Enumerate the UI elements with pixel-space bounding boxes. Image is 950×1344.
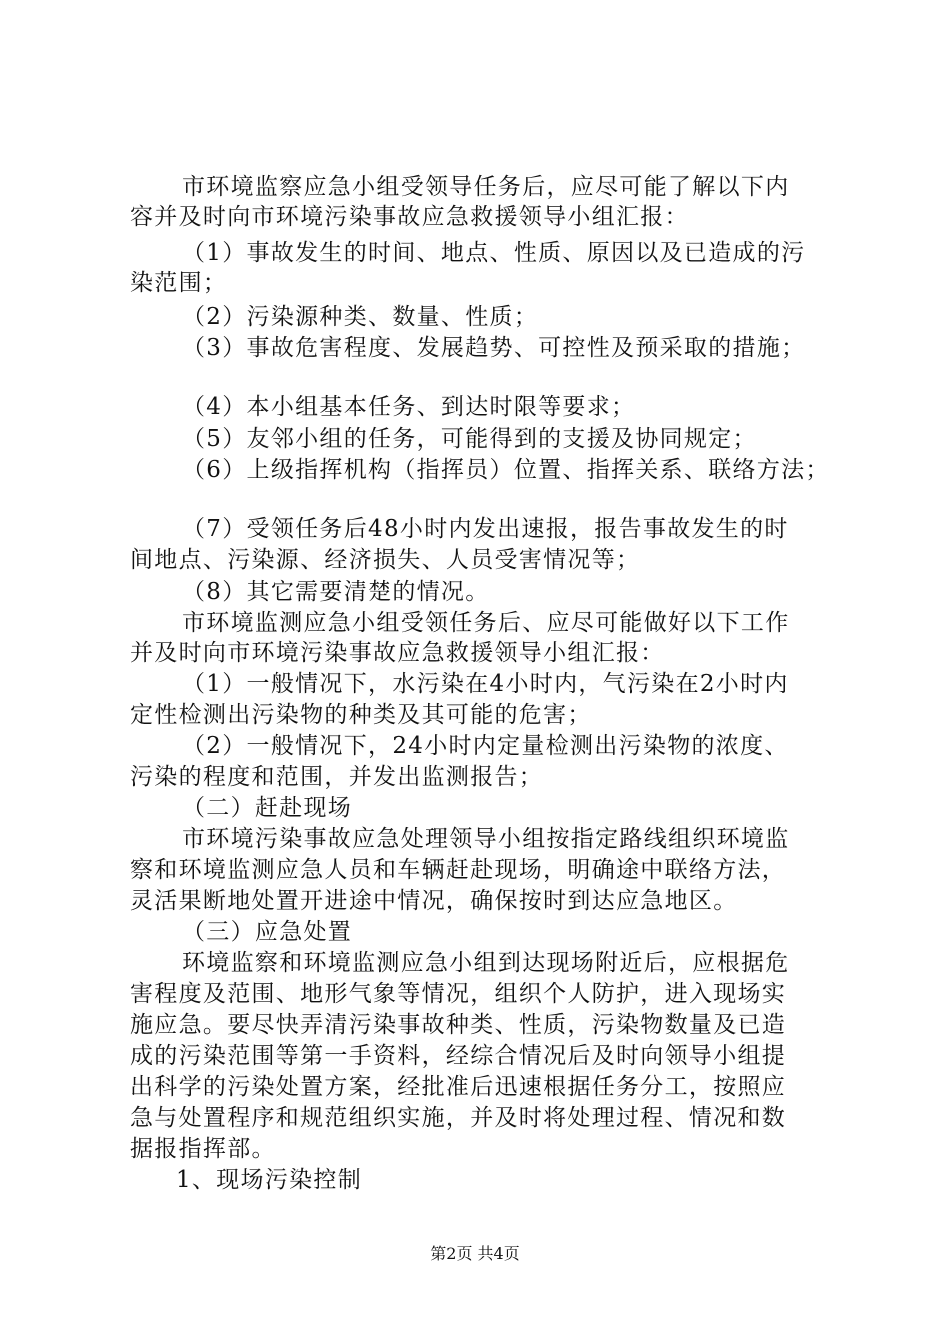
paragraph-line: 灵活果断地处置开进途中情况，确保按时到达应急地区。 <box>130 888 738 914</box>
paragraph-line: 间地点、污染源、经济损失、人员受害情况等； <box>130 547 641 573</box>
section-heading: （三）应急处置 <box>182 919 353 945</box>
subsection-heading: 1、现场污染控制 <box>176 1167 363 1193</box>
paragraph-line: 市环境监测应急小组受领任务后、应尽可能做好以下工作 <box>182 610 790 636</box>
paragraph-line: 害程度及范围、地形气象等情况，组织个人防护，进入现场实 <box>130 981 787 1007</box>
section-heading: （二）赶赴现场 <box>182 795 353 821</box>
paragraph-line: 并及时向市环境污染事故应急救援领导小组汇报： <box>130 640 665 666</box>
paragraph-line: （5）友邻小组的任务，可能得到的支援及协同规定； <box>182 426 757 452</box>
paragraph-line: 容并及时向市环境污染事故应急救援领导小组汇报： <box>130 204 689 230</box>
paragraph-line: 成的污染范围等第一手资料，经综合情况后及时向领导小组提 <box>130 1043 787 1069</box>
paragraph-line: （3）事故危害程度、发展趋势、可控性及预采取的措施； <box>182 335 806 361</box>
paragraph-line: （7）受领任务后48小时内发出速报，报告事故发生的时 <box>182 516 789 542</box>
paragraph-line: （2）一般情况下，24小时内定量检测出污染物的浓度、 <box>182 733 789 759</box>
paragraph-line: 市环境监察应急小组受领导任务后，应尽可能了解以下内 <box>182 174 790 200</box>
paragraph-line: 环境监察和环境监测应急小组到达现场附近后，应根据危 <box>182 950 790 976</box>
paragraph-line: （1）事故发生的时间、地点、性质、原因以及已造成的污 <box>182 240 806 266</box>
paragraph-line: 急与处置程序和规范组织实施，并及时将处理过程、情况和数 <box>130 1105 787 1131</box>
paragraph-line: 污染的程度和范围，并发出监测报告； <box>130 764 544 790</box>
paragraph-line: （6）上级指挥机构（指挥员）位置、指挥关系、联络方法； <box>182 457 830 483</box>
paragraph-line: （1）一般情况下，水污染在4小时内，气污染在2小时内 <box>182 671 789 697</box>
paragraph-line: 染范围； <box>130 270 228 296</box>
paragraph-line: 定性检测出污染物的种类及其可能的危害； <box>130 702 592 728</box>
paragraph-line: （8）其它需要清楚的情况。 <box>182 579 490 605</box>
paragraph-line: 施应急。要尽快弄清污染事故种类、性质，污染物数量及已造 <box>130 1012 787 1038</box>
paragraph-line: 出科学的污染处置方案，经批准后迅速根据任务分工，按照应 <box>130 1074 787 1100</box>
paragraph-line: 市环境污染事故应急处理领导小组按指定路线组织环境监 <box>182 826 790 852</box>
paragraph-line: （2）污染源种类、数量、性质； <box>182 304 539 330</box>
page-number-footer: 第2页 共4页 <box>430 1244 520 1263</box>
paragraph-line: 据报指挥部。 <box>130 1136 276 1162</box>
paragraph-line: （4）本小组基本任务、到达时限等要求； <box>182 394 636 420</box>
paragraph-line: 察和环境监测应急人员和车辆赶赴现场，明确途中联络方法， <box>130 857 787 883</box>
